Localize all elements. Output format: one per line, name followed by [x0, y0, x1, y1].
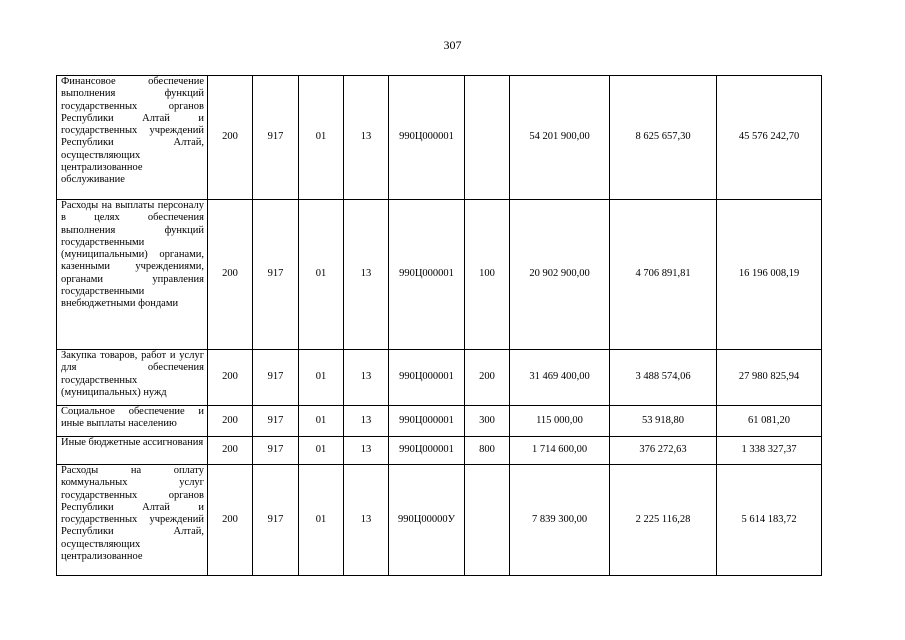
cell-target: 990Ц00000У	[389, 465, 465, 576]
cell-code1: 200	[208, 437, 253, 465]
cell-amount: 54 201 900,00	[510, 76, 610, 200]
cell-amount: 1 714 600,00	[510, 437, 610, 465]
cell-subsection: 13	[344, 200, 389, 350]
row-name: Социальное обеспечение и иные выплаты населению	[57, 406, 208, 437]
cell-amount: 31 469 400,00	[510, 350, 610, 406]
table-row	[57, 465, 822, 576]
table-row	[57, 200, 822, 350]
cell-target: 990Ц000001	[389, 406, 465, 437]
cell-code1: 200	[208, 406, 253, 437]
cell-section: 01	[299, 406, 344, 437]
cell-type	[465, 465, 510, 576]
cell-type	[465, 76, 510, 200]
cell-code2: 917	[253, 406, 299, 437]
cell-amount: 20 902 900,00	[510, 200, 610, 350]
cell-target: 990Ц000001	[389, 76, 465, 200]
cell-section: 01	[299, 200, 344, 350]
table-row	[57, 437, 822, 465]
cell-type: 200	[465, 350, 510, 406]
cell-remainder: 45 576 242,70	[717, 76, 822, 200]
cell-remainder: 5 614 183,72	[717, 465, 822, 576]
cell-code1: 200	[208, 465, 253, 576]
row-name: Закупка товаров, работ и услуг для обеспечения государственных (муниципальных) нужд	[57, 350, 208, 406]
cell-executed: 4 706 891,81	[610, 200, 717, 350]
cell-section: 01	[299, 350, 344, 406]
row-name: Расходы на выплаты персоналу в целях обеспечения выполнения функций государственными (муниципальными) органами, казенными учреждениями, органами управления государственными внебюджетными фондами	[57, 200, 208, 350]
cell-subsection: 13	[344, 76, 389, 200]
cell-executed: 2 225 116,28	[610, 465, 717, 576]
page-number: 307	[443, 38, 462, 52]
table-row	[57, 76, 822, 200]
cell-type: 300	[465, 406, 510, 437]
cell-code2: 917	[253, 437, 299, 465]
cell-target: 990Ц000001	[389, 437, 465, 465]
cell-remainder: 61 081,20	[717, 406, 822, 437]
row-name: Расходы на оплату коммунальных услуг государственных органов Республики Алтай и государственных учреждений Республики Алтай, осуществляющих централизованное	[57, 465, 208, 576]
cell-executed: 376 272,63	[610, 437, 717, 465]
cell-code2: 917	[253, 76, 299, 200]
row-name: Иные бюджетные ассигнования	[57, 437, 208, 465]
cell-section: 01	[299, 76, 344, 200]
cell-code2: 917	[253, 465, 299, 576]
cell-remainder: 27 980 825,94	[717, 350, 822, 406]
cell-section: 01	[299, 465, 344, 576]
cell-type: 800	[465, 437, 510, 465]
cell-subsection: 13	[344, 437, 389, 465]
cell-code2: 917	[253, 350, 299, 406]
cell-executed: 3 488 574,06	[610, 350, 717, 406]
cell-section: 01	[299, 437, 344, 465]
cell-subsection: 13	[344, 465, 389, 576]
budget-table	[56, 75, 822, 576]
cell-target: 990Ц000001	[389, 350, 465, 406]
row-name: Финансовое обеспечение выполнения функций государственных органов Республики Алтай и государственных учреждений Республики Алтай, осуществляющих централизованное обслуживание	[57, 76, 208, 200]
table-row	[57, 350, 822, 406]
cell-remainder: 1 338 327,37	[717, 437, 822, 465]
cell-remainder: 16 196 008,19	[717, 200, 822, 350]
cell-code1: 200	[208, 200, 253, 350]
cell-amount: 7 839 300,00	[510, 465, 610, 576]
cell-code1: 200	[208, 350, 253, 406]
cell-subsection: 13	[344, 350, 389, 406]
cell-type: 100	[465, 200, 510, 350]
table-row	[57, 406, 822, 437]
cell-amount: 115 000,00	[510, 406, 610, 437]
cell-target: 990Ц000001	[389, 200, 465, 350]
cell-code2: 917	[253, 200, 299, 350]
cell-executed: 8 625 657,30	[610, 76, 717, 200]
cell-subsection: 13	[344, 406, 389, 437]
cell-code1: 200	[208, 76, 253, 200]
cell-executed: 53 918,80	[610, 406, 717, 437]
